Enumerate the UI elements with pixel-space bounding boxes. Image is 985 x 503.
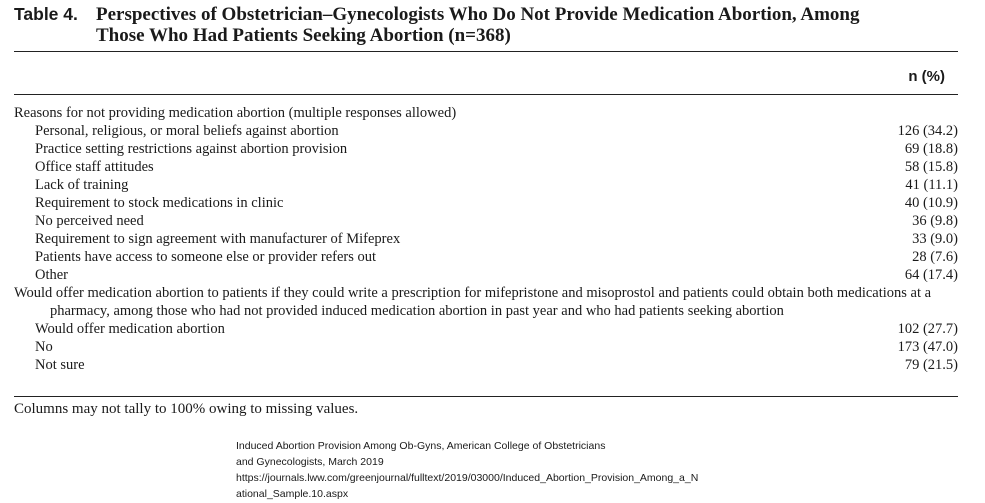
- source-line-1: Induced Abortion Provision Among Ob-Gyns, American College of Obstetricians: [236, 440, 606, 452]
- table-title-line-2: Those Who Had Patients Seeking Abortion (n=368): [96, 25, 511, 46]
- source-citation: [236, 438, 716, 502]
- row-value: 36 (9.8): [912, 213, 958, 229]
- source-line-3: https://journals.lww.com/greenjournal/fulltext/2019/03000/Induced_Abortion_Provision_Among_a_N: [236, 472, 699, 484]
- table-row: [14, 158, 958, 176]
- source-line-4: ational_Sample.10.aspx: [236, 488, 349, 500]
- table-row: [14, 266, 958, 284]
- top-rule: [14, 51, 958, 52]
- row-label: Would offer medication abortion: [35, 321, 225, 337]
- row-label: Not sure: [35, 357, 85, 373]
- row-label: Office staff attitudes: [35, 159, 154, 175]
- table-row: [14, 338, 958, 356]
- row-label: Requirement to sign agreement with manufacturer of Mifeprex: [35, 231, 401, 247]
- table-row: [14, 320, 958, 338]
- table-row: [14, 176, 958, 194]
- row-label: No perceived need: [35, 213, 144, 229]
- table-row: [14, 230, 958, 248]
- row-label: No: [35, 339, 53, 355]
- row-label: Lack of training: [35, 177, 129, 193]
- table-body: [14, 104, 958, 374]
- row-label: Personal, religious, or moral beliefs against abortion: [35, 123, 339, 139]
- row-label: Requirement to stock medications in clinic: [35, 195, 284, 211]
- row-value: 64 (17.4): [904, 267, 958, 283]
- row-value: 126 (34.2): [897, 123, 958, 139]
- section-would-offer-rows: [14, 320, 958, 374]
- section-heading-would-offer: Would offer medication abortion to patients if they could write a prescription for mifepristone and misoprostol and patients could obtain both medications at a pharmacy, among those who had not provided induced medication abortion in past year and who had patients seeking abortion: [14, 285, 932, 319]
- source-line-2: and Gynecologists, March 2019: [236, 456, 384, 468]
- header-rule: [14, 94, 958, 95]
- row-label: Patients have access to someone else or provider refers out: [35, 249, 377, 265]
- column-header: n (%): [908, 68, 945, 85]
- table-row: [14, 356, 958, 374]
- row-value: 41 (11.1): [905, 177, 958, 193]
- table-title: [14, 4, 964, 46]
- section-reasons-rows: [14, 122, 958, 284]
- row-value: 58 (15.8): [904, 159, 958, 175]
- table-title-line-1: Perspectives of Obstetrician–Gynecologists Who Do Not Provide Medication Abortion, Among: [96, 4, 860, 25]
- row-value: 173 (47.0): [897, 339, 958, 355]
- section-heading-reasons: Reasons for not providing medication abortion (multiple responses allowed): [14, 105, 457, 121]
- row-label: Practice setting restrictions against abortion provision: [35, 141, 348, 157]
- row-value: 102 (27.7): [897, 321, 958, 337]
- bottom-rule: [14, 396, 958, 397]
- table-row: [14, 194, 958, 212]
- row-value: 79 (21.5): [904, 357, 958, 373]
- row-label: Other: [35, 267, 69, 283]
- table-row: [14, 140, 958, 158]
- table-footnote: Columns may not tally to 100% owing to missing values.: [14, 401, 359, 417]
- row-value: 28 (7.6): [912, 249, 958, 265]
- row-value: 33 (9.0): [912, 231, 958, 247]
- table-row: [14, 248, 958, 266]
- table-row: [14, 122, 958, 140]
- table-label: Table 4.: [14, 4, 78, 24]
- row-value: 40 (10.9): [904, 195, 958, 211]
- table-row: [14, 212, 958, 230]
- row-value: 69 (18.8): [904, 141, 958, 157]
